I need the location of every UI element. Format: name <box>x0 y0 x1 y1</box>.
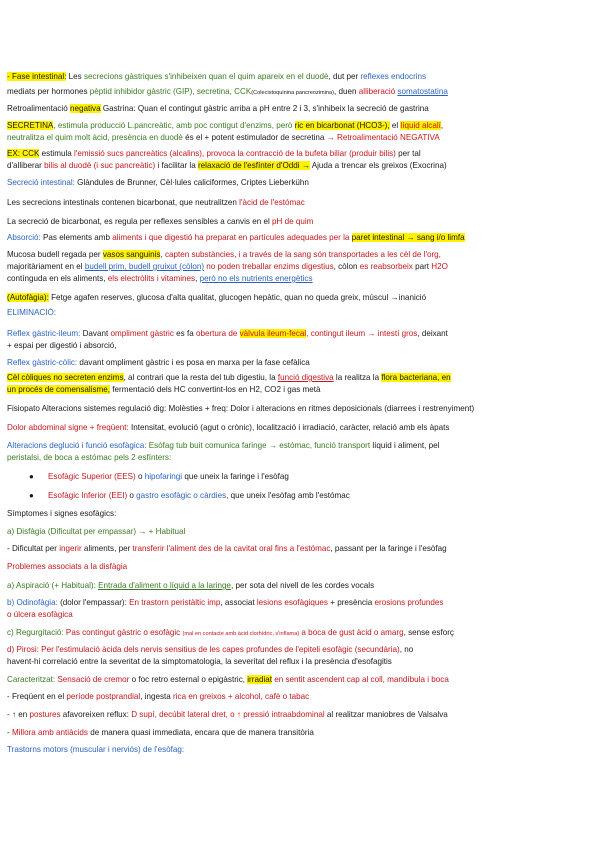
text-segment: és el + potent estimulador de secretina <box>182 133 327 142</box>
text-segment: , còlon <box>333 262 360 271</box>
text-segment: Símptomes i signes esofàgics: <box>7 509 117 518</box>
text-line <box>7 233 593 243</box>
text-segment: mediats per hormones <box>7 87 90 96</box>
bullet-icon: ● <box>29 491 34 500</box>
text-line <box>7 341 593 351</box>
text-segment: Dolor abdominal signe + freqüent: <box>7 423 129 432</box>
text-segment: Reflex gàstric-còlic: <box>7 358 78 367</box>
text-line <box>7 217 593 227</box>
highlighted-text: (Autofàgia): <box>7 293 49 302</box>
text-segment: , contingut ileum → intestí gros <box>306 329 418 338</box>
bullet-icon: ● <box>29 472 34 481</box>
text-line <box>7 453 593 463</box>
text-segment: o úlcera esofàgica <box>7 610 73 619</box>
text-segment: erosions profundes <box>374 598 444 607</box>
text-segment: contínguda en els aliments, <box>7 274 108 283</box>
text-segment: + presència <box>327 598 375 607</box>
text-line <box>7 692 593 702</box>
text-segment: - Dificultat per <box>7 544 60 553</box>
text-line <box>7 329 593 339</box>
text-segment: es fa <box>173 329 196 338</box>
text-segment: per tal <box>395 149 421 158</box>
text-segment: , no <box>399 645 414 654</box>
text-segment: (Colecistoquinina pancreozimina) <box>251 90 334 96</box>
text-line <box>7 133 593 143</box>
text-segment: o <box>135 472 145 481</box>
text-segment: , al contrari que la resta del tub digestiu, la <box>123 373 278 382</box>
text-segment: no poden treballar enzims digestius <box>204 262 334 271</box>
text-segment: aliments i que digestió ha preparat en partícules adequades per la <box>112 233 352 242</box>
text-segment: període postprandial <box>66 692 141 701</box>
highlighted-text: ric en bicarbonat (HCO3-), <box>294 121 390 130</box>
text-line <box>7 675 593 685</box>
text-segment: Entrada d'aliment o líquid a la laringe <box>98 581 232 590</box>
text-segment: Caracteritzat: <box>7 675 56 684</box>
text-line <box>7 358 593 368</box>
text-segment: l'emissió sucs pancreàtics (alcalins), provoca la contracció de la bufeta biliar (produir bilis) <box>74 149 396 158</box>
text-line <box>7 509 593 519</box>
highlighted-text: flora bacteriana, en <box>381 373 451 382</box>
text-segment: ompliment gàstric <box>110 329 174 338</box>
text-line <box>7 657 593 667</box>
text-segment: budell prim, budell gruixut (còlon) <box>84 262 205 271</box>
text-segment: d) Pirosi: <box>7 645 39 654</box>
text-line <box>7 562 593 572</box>
text-segment: → Retroalimentació NEGATIVA <box>326 133 440 142</box>
text-segment: gastro esofàgic o càrdies <box>136 491 227 500</box>
text-line <box>7 710 593 720</box>
text-segment: , duen <box>334 87 359 96</box>
highlighted-text: vàlvula ileum-fecal <box>239 329 307 338</box>
text-segment: funció digestiva <box>277 373 334 382</box>
highlighted-text: relaxació de l'esfínter d'Oddi → <box>197 161 310 170</box>
text-segment: postures <box>29 710 61 719</box>
text-segment: els electròlits i vitamines <box>107 274 196 283</box>
text-segment: fermentació dels HC convertint-los en H2, CO2 i gas metà <box>110 385 321 394</box>
text-segment: , passant per la faringe i l'esòfag <box>330 544 447 553</box>
text-segment: Intensitat, evolució (agut o crònic), localització i irradiació, caràcter, relació amb els àpats <box>128 423 450 432</box>
text-line <box>7 178 593 188</box>
text-segment: Pas elements amb <box>40 233 113 242</box>
text-segment: Per l'estimulació àcida dels nervis sensitius de les capes profundes de l'epiteli esofàgic (secundària) <box>38 645 400 654</box>
text-segment: (dolor l'empassar): <box>57 598 130 607</box>
text-segment: Reflex gàstric-ileum: <box>7 329 81 338</box>
text-segment: - Freqüent en el <box>7 692 67 701</box>
text-line <box>7 250 593 260</box>
text-segment: ELIMINACIÓ: <box>7 308 57 317</box>
text-line <box>7 581 593 591</box>
text-segment: o <box>127 491 137 500</box>
text-segment: , associat <box>220 598 257 607</box>
text-segment: c) Regurgitació: <box>7 628 64 637</box>
text-segment: Absorció: <box>7 233 41 242</box>
text-line <box>7 72 593 82</box>
text-segment: , estimula producció L.pancreàtic, amb poc contigut d'enzims, però <box>53 121 295 130</box>
text-segment: Secreció intestinal: <box>7 178 75 187</box>
text-segment: aliments, per <box>81 544 133 553</box>
text-segment: La secreció de bicarbonat, es regula per reflexes sensibles a canvis en el <box>7 217 272 226</box>
text-segment: obertura de <box>195 329 240 338</box>
text-segment: majoritàriament en el <box>7 262 85 271</box>
highlighted-text: SECRETINA <box>7 121 54 130</box>
text-segment: Les secrecions intestinals contenen bicarbonat, que neutralitzen <box>7 198 240 207</box>
text-segment: pH de quim <box>272 217 314 226</box>
text-line <box>7 404 593 414</box>
text-segment: i facilitar la <box>155 161 198 170</box>
text-segment: d'alliberar <box>7 161 45 170</box>
text-segment: , per sota del nivell de les cordes vocals <box>231 581 375 590</box>
text-segment: afavoreixen reflux: <box>60 710 132 719</box>
highlighted-text: - Fase intestinal: <box>7 72 67 81</box>
text-segment: a) Aspiració (+ Habitual): <box>7 581 96 590</box>
text-segment: Fisiopato Alteracions sistemes regulació dig: Molèsties + freq: Dolor i alteracions en ritmes deposicionals (diarrees i restrenyiment) <box>7 404 475 413</box>
text-segment: peristalsi, de boca a estómac pels 2 esfínters: <box>7 453 172 462</box>
text-segment: reflexes endocrins <box>360 72 427 81</box>
text-segment: Glàndules de Brunner, Cèl·lules caliciformes, Criptes Lieberkühn <box>74 178 309 187</box>
text-segment: o foc retro esternal o epigàstric, <box>129 675 248 684</box>
text-segment: el <box>389 121 401 130</box>
text-segment: Les <box>66 72 84 81</box>
text-segment: Millora amb antiàcids <box>11 728 88 737</box>
text-segment: es reabsorbeix <box>359 262 413 271</box>
text-segment: la realitza la <box>333 373 382 382</box>
text-line <box>7 149 593 159</box>
text-segment: H2O <box>431 262 448 271</box>
text-line <box>48 491 593 501</box>
text-segment: Alteracions deglució i funció esofàgica: <box>7 441 147 450</box>
text-segment: Esofàgic Superior (EES) <box>48 472 136 481</box>
text-segment: alliberació <box>358 87 398 96</box>
text-segment: Esofàgic Inferior (EEI) <box>48 491 128 500</box>
highlighted-text: Cèl còliques no secreten enzims <box>7 373 124 382</box>
text-segment: ingerir <box>59 544 82 553</box>
text-segment: en sentit ascendent cap al coll, mandíbula i boca <box>274 675 449 684</box>
text-segment: l'àcid de l'estómac <box>239 198 305 207</box>
text-line <box>7 373 593 383</box>
text-line <box>7 441 593 451</box>
text-segment: secrecions gàstriques s'inhibeixen quan el quim apareix en el duodè <box>83 72 329 81</box>
text-line <box>7 610 593 620</box>
text-segment: hipofaringi <box>144 472 183 481</box>
text-segment: , <box>440 121 444 130</box>
text-line <box>7 308 593 318</box>
text-line <box>7 423 593 433</box>
text-line <box>7 274 593 284</box>
text-segment: part <box>412 262 432 271</box>
text-segment: havent-hi correlació entre la severitat de la simptomatologia, la severitat del reflux i la presència d'esofagitis <box>7 657 392 666</box>
text-line <box>7 87 593 98</box>
text-line <box>7 198 593 208</box>
text-segment: Gastrina: Quan el contingut gàstric arriba a pH entre 2 i 3, s'inhibeix la secreció de gastrina <box>100 104 429 113</box>
text-line <box>7 104 593 114</box>
text-segment: D supí, decúbit lateral dret, o ↑ pressió intraabdominal <box>131 710 325 719</box>
text-segment: bilis al duodè (i suc pancreàtic) <box>44 161 156 170</box>
highlighted-text: vasos sanguinis <box>102 250 161 259</box>
text-segment: però no els nutrients energètics <box>199 274 313 283</box>
text-segment: a) Disfàgia (Dificultat per empassar) → + Habitual <box>7 527 186 536</box>
text-segment: , ingesta <box>140 692 174 701</box>
text-segment: transferir l'aliment des de la cavitat oral fins a l'estómac <box>132 544 331 553</box>
text-line <box>7 385 593 395</box>
text-segment: funció transport <box>314 441 371 450</box>
text-segment: rica en greixos + alcohol, cafè o tabac <box>173 692 310 701</box>
text-segment: Davant <box>80 329 111 338</box>
text-segment: Sensació de cremor <box>57 675 130 684</box>
text-line <box>7 628 593 639</box>
text-segment: + espai per digestió i absorció, <box>7 341 117 350</box>
text-segment: , que uneix l'esòfag amb l'estómac <box>226 491 350 500</box>
highlighted-text: un procés de comensalisme, <box>7 385 111 394</box>
text-segment: Retroalimentació <box>7 104 70 113</box>
text-segment: davant ompliment gàstric i es posa en marxa per la fase cefàlica <box>77 358 310 367</box>
text-segment: Problemes associats a la disfàgia <box>7 562 128 571</box>
text-line <box>7 645 593 655</box>
highlighted-text: EX: CCK <box>7 149 40 158</box>
text-segment: b) Odinofàgia: <box>7 598 58 607</box>
text-segment: (mal en contacte amb àcid clorhídric, s'inflama) <box>182 631 300 637</box>
text-segment: Pas contingut gàstric o esofàgic <box>63 628 183 637</box>
text-segment: Fetge agafen reserves, glucosa d'alta qualitat, glucogen hepàtic, quan no queda greix, múscul →inanició <box>48 293 427 302</box>
text-segment: , deixant <box>417 329 448 338</box>
text-segment: lesions esofàgiques <box>256 598 328 607</box>
text-line <box>7 527 593 537</box>
text-segment: pèptid inhibidor gàstric (GIP), secretina, CCK <box>89 87 252 96</box>
text-line <box>7 262 593 272</box>
text-segment: líquid i aliment, pel <box>370 441 440 450</box>
text-segment: capten substàncies, i a través de la sang són transportades a les cèl de l'org, <box>164 250 441 259</box>
text-line <box>7 728 593 738</box>
text-line <box>7 544 593 554</box>
text-segment: En trastorn peristàltic imp <box>129 598 221 607</box>
text-line <box>7 598 593 608</box>
text-segment: , sense esforç <box>403 628 454 637</box>
highlighted-text: paret intestinal → sang i/o limfa <box>351 233 465 242</box>
text-segment: Trastorns motors (muscular i nerviós) de l'esòfag: <box>7 745 185 754</box>
text-segment: que uneix la faringe i l'esòfag <box>182 472 289 481</box>
text-segment: somatostatina <box>397 87 448 96</box>
text-segment: Ajuda a trencar els greixos (Exocrina) <box>309 161 447 170</box>
text-line <box>48 472 593 482</box>
text-line <box>7 293 593 303</box>
text-segment: - ↑ en <box>7 710 30 719</box>
highlighted-text: irradiat <box>247 675 272 684</box>
text-segment: a boca de gust àcid o amarg <box>299 628 404 637</box>
text-segment: , <box>195 274 200 283</box>
text-segment: estimula <box>39 149 75 158</box>
text-segment: Esòfag tub buit comunica faringe → estómac, <box>146 441 315 450</box>
text-segment: al realitzar maniobres de Valsalva <box>324 710 448 719</box>
highlighted-text: líquid alcalí <box>400 121 441 130</box>
text-segment: - <box>7 728 12 737</box>
highlighted-text: negativa <box>69 104 101 113</box>
text-segment: , dut per <box>328 72 361 81</box>
text-line <box>7 121 593 131</box>
text-segment: de manera quasi immediata, encara que de manera transitòria <box>87 728 314 737</box>
text-segment: Mucosa budell regada per <box>7 250 103 259</box>
text-line <box>7 161 593 171</box>
text-line <box>7 745 593 755</box>
text-segment: neutralitza el quim molt àcid, presència en duodè <box>7 133 183 142</box>
text-segment: , <box>160 250 165 259</box>
